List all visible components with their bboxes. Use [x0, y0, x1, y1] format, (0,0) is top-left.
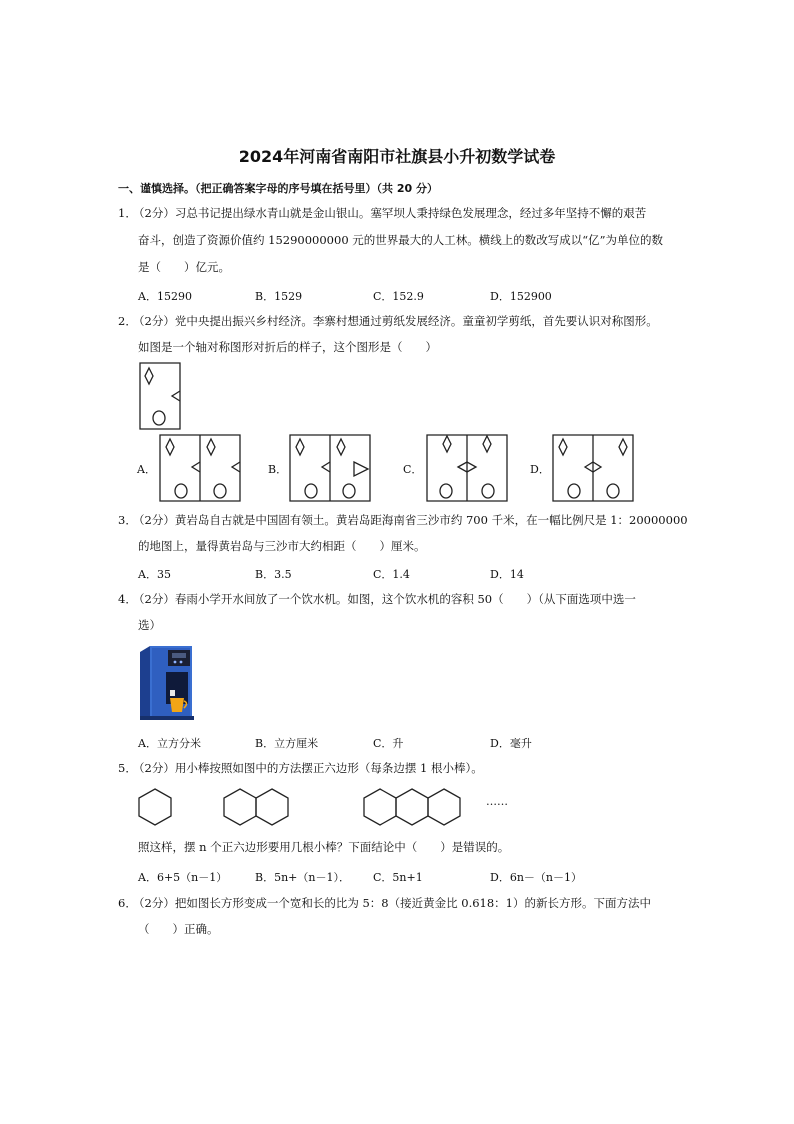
- option-c[interactable]: C．152.9: [373, 290, 424, 303]
- page-title: 2024年河南省南阳市社旗县小升初数学试卷: [238, 147, 556, 166]
- option-c[interactable]: C．1.4: [373, 568, 410, 581]
- option-d[interactable]: D．6n－（n－1）: [490, 871, 582, 884]
- question-number: 6．: [118, 896, 137, 910]
- option-a[interactable]: A．: [137, 463, 156, 476]
- question-number: 4．: [118, 592, 137, 606]
- question-text: 的地图上，量得黄岩岛与三沙市大约相距（ ）厘米。: [138, 539, 426, 553]
- option-d[interactable]: D．152900: [490, 290, 552, 303]
- question-number: 2．: [118, 314, 137, 328]
- question-number: 5．: [118, 761, 137, 775]
- option-c[interactable]: C．5n+1: [373, 871, 423, 884]
- question-text: 如图是一个轴对称图形对折后的样子，这个图形是（ ）: [138, 340, 437, 354]
- question-text: 奋斗，创造了资源价值约 15290000000 元的世界最大的人工林。横线上的数改写成以“亿”为单位的数: [138, 233, 664, 247]
- question-text: （2分）把如图长方形变成一个宽和长的比为 5：8（接近黄金比 0.618：1）的新长方形。下面方法中: [133, 896, 651, 910]
- question-text: （2分）黄岩岛自古就是中国固有领土。黄岩岛距海南省三沙市约 700 千米，在一幅比例尺是 1：20000000: [133, 513, 688, 527]
- question-number: 1．: [118, 206, 137, 220]
- question-text: 照这样，摆 n 个正六边形要用几根小棒？下面结论中（ ）是错误的。: [138, 840, 510, 854]
- option-c[interactable]: C．升: [373, 737, 404, 750]
- question-text: （ ）正确。: [138, 922, 219, 936]
- option-c[interactable]: C．: [403, 463, 423, 476]
- question-number: 3．: [118, 513, 137, 527]
- section-heading: 一、谨慎选择。（把正确答案字母的序号填在括号里）（共 20 分）: [118, 182, 438, 195]
- option-b[interactable]: B．5n+（n－1）．: [255, 871, 350, 884]
- option-a[interactable]: A．6+5（n－1）: [138, 871, 228, 884]
- option-b[interactable]: B．1529: [255, 290, 303, 303]
- option-b[interactable]: B．立方厘米: [255, 737, 319, 750]
- question-text: （2分）党中央提出振兴乡村经济。李寨村想通过剪纸发展经济。童童初学剪纸，首先要认识对称图形。: [133, 314, 658, 328]
- option-d[interactable]: D．14: [490, 568, 524, 581]
- option-b[interactable]: B．3.5: [255, 568, 292, 581]
- question-text: 是（ ）亿元。: [138, 260, 230, 274]
- question-text: （2分）春雨小学开水间放了一个饮水机。如图，这个饮水机的容积 50（ ）（从下面选项中选一: [133, 592, 636, 606]
- option-b[interactable]: B．: [268, 463, 288, 476]
- option-a[interactable]: A．立方分米: [138, 737, 201, 750]
- option-a[interactable]: A．35: [138, 568, 171, 581]
- continuation-dots: ……: [486, 795, 508, 808]
- question-text: （2分）用小棒按照如图中的方法摆正六边形（每条边摆 1 根小棒）。: [133, 761, 483, 775]
- option-a[interactable]: A．15290: [138, 290, 192, 303]
- option-d[interactable]: D．毫升: [490, 737, 532, 750]
- question-text: 选）: [138, 618, 161, 632]
- question-text: （2分）习总书记提出绿水青山就是金山银山。塞罕坝人秉持绿色发展理念，经过多年坚持不懈的艰苦: [133, 206, 647, 220]
- option-d[interactable]: D．: [530, 463, 550, 476]
